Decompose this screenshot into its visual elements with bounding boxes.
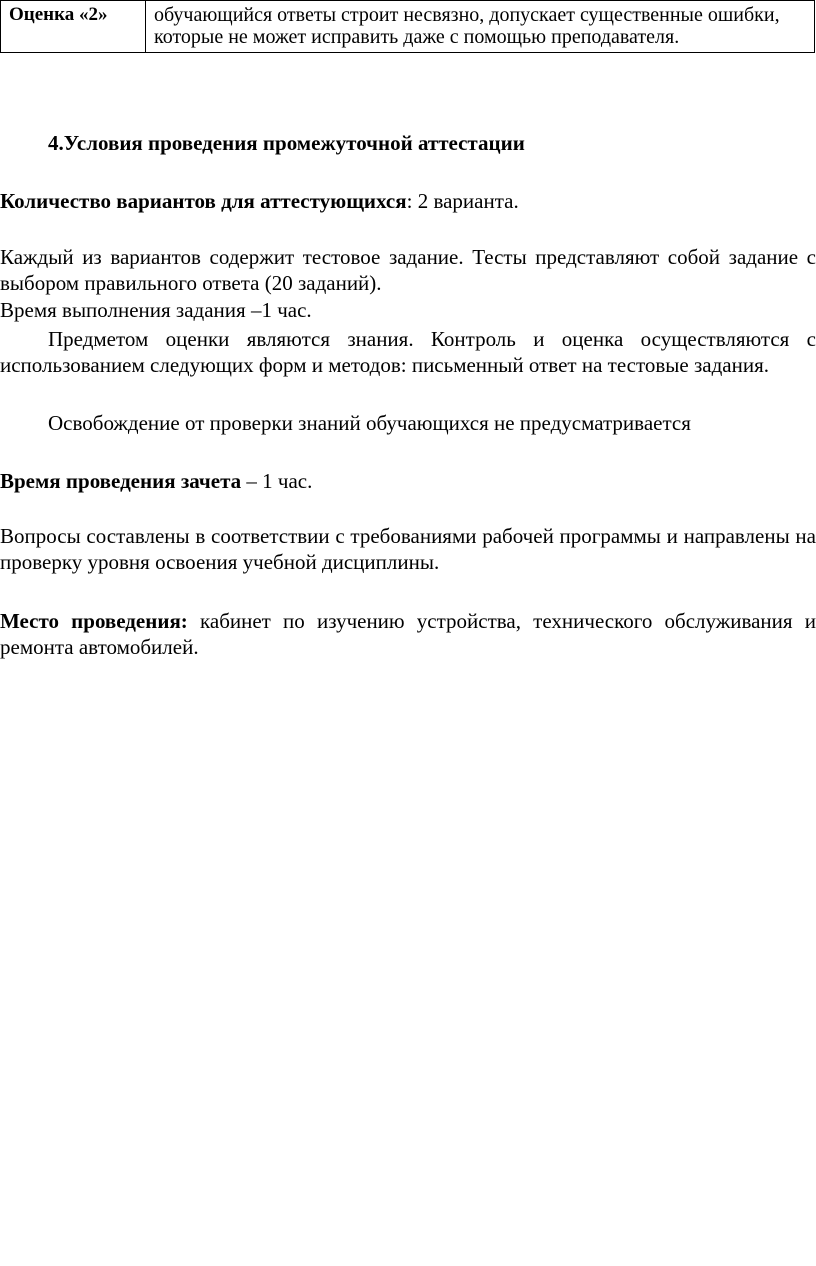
exam-time-label: Время проведения зачета [0, 469, 242, 493]
location-label: Место проведения: [0, 609, 188, 633]
exemption-text: Освобождение от проверки знаний обучающихся не предусматривается [48, 411, 691, 435]
test-description: Каждый из вариантов содержит тестовое задание. Тесты представляют собой задание с выбором правильного ответа (20 заданий). [0, 245, 816, 295]
task-time: Время выполнения задания –1 час. [0, 298, 312, 322]
variants-label: Количество вариантов для аттестующихся [0, 189, 407, 213]
location-value: кабинет по изучению устройства, технического обслуживания и ремонта автомобилей. [0, 609, 816, 659]
exam-time-value: – 1 час. [241, 469, 313, 493]
exam-time-line [0, 468, 816, 494]
location-text [0, 608, 816, 660]
variants-value: : 2 варианта. [406, 189, 519, 213]
grade-label: Оценка «2» [1, 1, 146, 53]
assessment-subject: Предметом оценки являются знания. Контроль и оценка осуществляются с использованием следующих форм и методов: письменный ответ на тестовые задания. [0, 327, 816, 377]
variants-line [0, 188, 816, 214]
section-heading: 4.Условия проведения промежуточной аттестации [48, 131, 525, 155]
questions-text: Вопросы составлены в соответствии с требованиями рабочей программы и направлены на проверку уровня освоения учебной дисциплины. [0, 524, 816, 574]
table-row [1, 1, 815, 53]
grade-table [0, 0, 815, 53]
grade-description: обучающийся ответы строит несвязно, допускает существенные ошибки, которые не может исправить даже с помощью преподавателя. [146, 1, 815, 53]
